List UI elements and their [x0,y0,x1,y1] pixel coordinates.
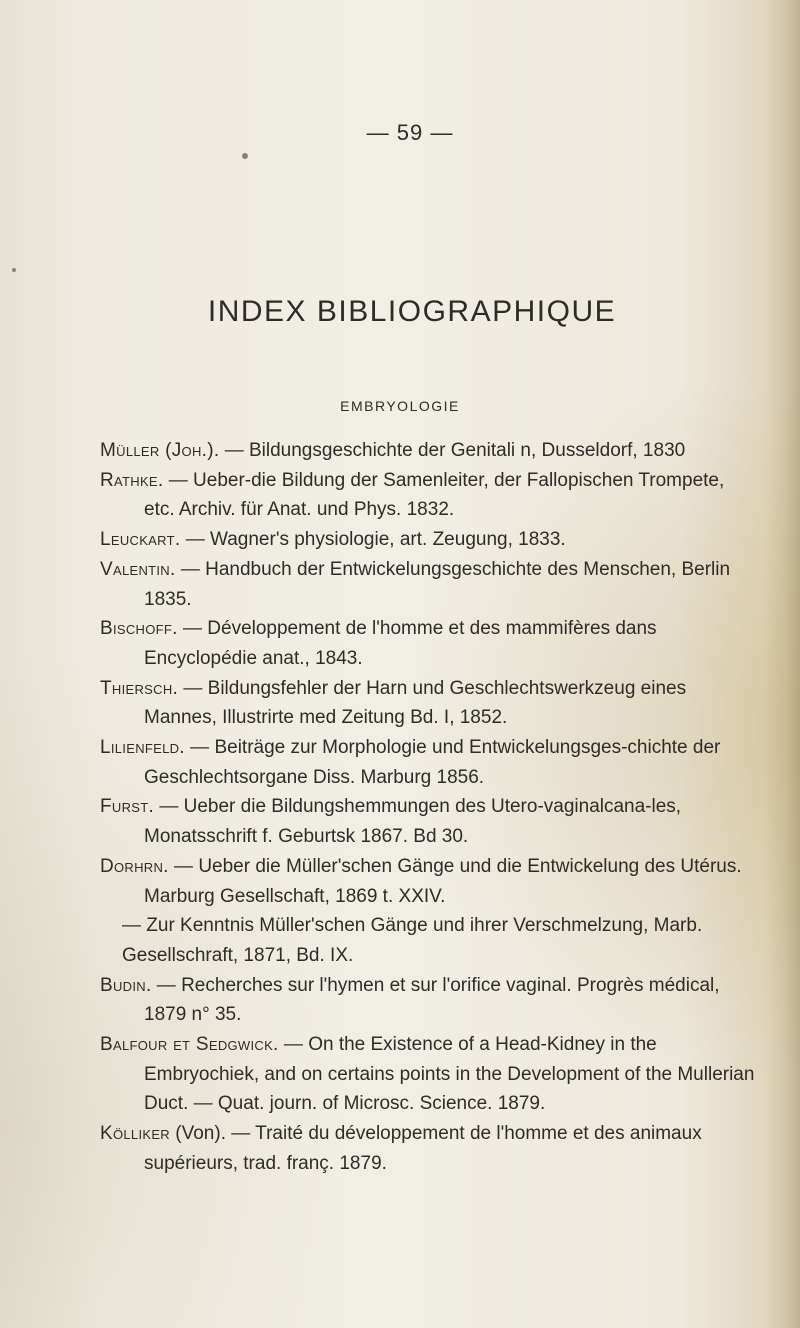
ink-speck [12,268,16,272]
entry-text: — Recherches sur l'hymen et sur l'orifice vaginal. Progrès médical, 1879 n° 35. [144,974,720,1026]
bibliography-entry [100,1119,760,1178]
bibliography-entry [100,674,760,733]
entry-author: Leuckart. [100,529,181,551]
entry-author: Balfour et Sedgwick. [100,1034,279,1056]
entry-text: — Bildungsgeschichte der Genitali n, Dusseldorf, 1830 [219,440,686,461]
section-title: EMBRYOLOGIE [340,398,460,414]
entry-author: Dorhrn. [100,855,169,877]
entry-text: — Bildungsfehler der Harn und Geschlechtswerkzeug eines Mannes, Illustrirte med Zeitung Bd. I, 1852. [144,677,687,729]
entry-author: Bischoff. [100,618,178,640]
entry-text: (Von). — Traité du développement de l'homme et des animaux supérieurs, trad. franç. 1879. [144,1123,702,1174]
bibliography-entry [100,436,760,466]
entry-text: — Développement de l'homme et des mammifères dans Encyclopédie anat., 1843. [144,618,657,669]
bibliography-entry [100,852,760,911]
entry-text: — Wagner's physiologie, art. Zeugung, 1833. [180,529,566,551]
entry-author: Müller (Joh.). [100,440,220,461]
bibliography-list [100,436,760,1179]
bibliography-entry [100,792,760,851]
entry-text: — Beiträge zur Morphologie und Entwickelungsges-chichte der Geschlechtsorgane Diss. Marburg 1856. [144,737,721,788]
entry-text: — On the Existence of a Head-Kidney in the Embryochiek, and on certains points in the Development of the Mullerian Duct. — Quat. journ. of Microsc. Science. 1879. [144,1034,755,1115]
entry-author: Valentin. [100,558,176,580]
page-title: INDEX BIBLIOGRAPHIQUE [207,295,617,328]
ink-speck [242,153,248,159]
entry-author: Kölliker [100,1123,170,1145]
bibliography-entry [100,525,760,555]
entry-author: Rathke. [100,469,164,491]
entry-text: — Zur Kenntnis Müller'schen Gänge und ihrer Verschmelzung, Marb. Gesellschraft, 1871, Bd. IX. [122,915,703,966]
entry-text: — Ueber die Bildungshemmungen des Utero-vaginalcana-les, Monatsschrift f. Geburtsk 1867. Bd 30. [144,796,682,848]
bibliography-entry [100,971,760,1030]
entry-author: Lilienfeld. [100,737,185,759]
entry-author: Furst. [100,796,155,818]
bibliography-entry-continuation [100,911,760,970]
entry-author: Thiersch. [100,677,179,699]
entry-text: — Ueber-die Bildung der Samenleiter, der Fallopischen Trompete, etc. Archiv. für Anat. und Phys. 1832. [144,469,725,521]
bibliography-entry [100,733,760,792]
page-number: — 59 — [366,120,454,145]
entry-author: Budin. [100,974,152,996]
page-edge-shadow [764,0,800,1328]
bibliography-entry [100,1030,760,1119]
entry-text: — Ueber die Müller'schen Gänge und die Entwickelung des Utérus. Marburg Gesellschaft, 1869 t. XXIV. [144,855,742,907]
bibliography-entry [100,555,760,614]
entry-text: — Handbuch der Entwickelungsgeschichte des Menschen, Berlin 1835. [144,558,731,610]
bibliography-entry [100,614,760,673]
bibliography-entry [100,466,760,525]
